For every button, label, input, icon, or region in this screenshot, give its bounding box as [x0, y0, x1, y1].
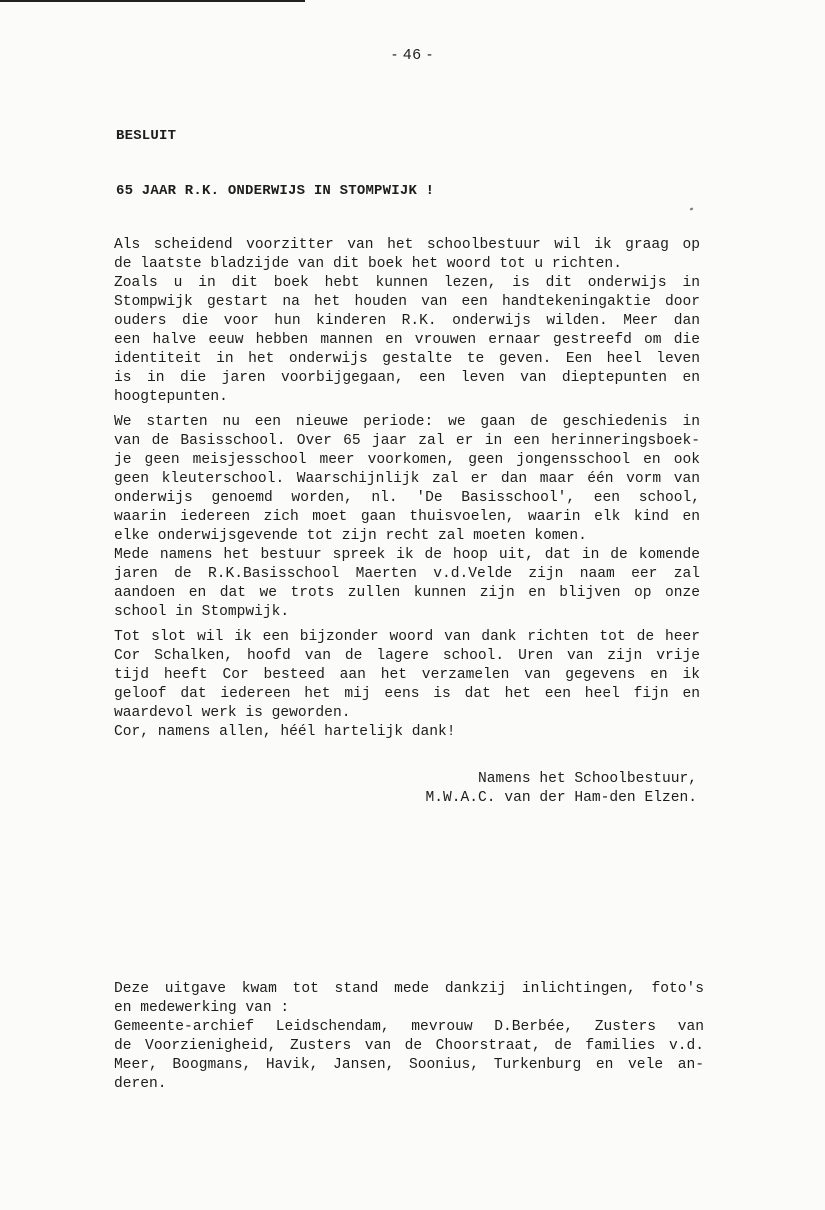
paragraph2-line: We starten nu een nieuwe periode: we gaan de geschiedenis in	[114, 414, 700, 430]
paragraph3-line: Tot slot wil ik een bijzonder woord van dank richten tot de heer	[114, 629, 700, 645]
paragraph1-line: de laatste bladzijde van dit boek het woord tot u richten.	[114, 256, 622, 272]
paragraph1-line: Als scheidend voorzitter van het schoolbestuur wil ik graag op	[114, 237, 700, 253]
section-subtitle: 65 JAAR R.K. ONDERWIJS IN STOMPWIJK !	[116, 183, 435, 199]
paragraph1-line: Stompwijk gestart na het houden van een handtekeningaktie door	[114, 294, 700, 310]
page-number: - 46 -	[391, 46, 433, 63]
paragraph2-line: je geen meisjesschool meer voorkomen, geen jongensschool en ook	[114, 452, 700, 468]
section-title: BESLUIT	[116, 128, 177, 144]
paragraph1-line: een halve eeuw hebben mannen en vrouwen ernaar gestreefd om die	[114, 332, 700, 348]
signature-name: M.W.A.C. van der Ham-den Elzen.	[425, 790, 697, 806]
paragraph2-line: waarin iedereen zich moet gaan thuisvoelen, waarin elk kind en	[114, 509, 700, 525]
paragraph2-line: Mede namens het bestuur spreek ik de hoop uit, dat in de komende	[114, 547, 700, 563]
credits-line: Deze uitgave kwam tot stand mede dankzij inlichtingen, foto's	[114, 981, 704, 997]
paragraph3-line: Cor Schalken, hoofd van de lagere school. Uren van zijn vrije	[114, 648, 700, 664]
top-edge-rule	[0, 0, 305, 2]
signature-role: Namens het Schoolbestuur,	[478, 771, 697, 787]
paragraph2-line: van de Basisschool. Over 65 jaar zal er in een herinneringsboek-	[114, 433, 700, 449]
scan-blemish	[690, 207, 694, 210]
paragraph3-line: tijd heeft Cor besteed aan het verzamelen van gegevens en ik	[114, 667, 700, 683]
paragraph3-line: geloof dat iedereen het mij eens is dat het een heel fijn en	[114, 686, 700, 702]
paragraph2-line: onderwijs genoemd worden, nl. 'De Basisschool', een school,	[114, 490, 700, 506]
paragraph3-line: Cor, namens allen, héél hartelijk dank!	[114, 724, 456, 740]
credits-line: de Voorzienigheid, Zusters van de Choorstraat, de families v.d.	[114, 1038, 704, 1054]
paragraph3-line: waardevol werk is geworden.	[114, 705, 351, 721]
paragraph1-line: is in die jaren voorbijgegaan, een leven van dieptepunten en	[114, 370, 700, 386]
paragraph2-line: geen kleuterschool. Waarschijnlijk zal er dan maar één vorm van	[114, 471, 700, 487]
paragraph1-line: identiteit in het onderwijs gestalte te geven. Een heel leven	[114, 351, 700, 367]
paragraph2-line: school in Stompwijk.	[114, 604, 290, 620]
paragraph2-line: aandoen en dat we trots zullen kunnen zijn en blijven op onze	[114, 585, 700, 601]
credits-line: deren.	[114, 1076, 167, 1092]
credits-line: en medewerking van :	[114, 1000, 290, 1016]
credits-line: Meer, Boogmans, Havik, Jansen, Soonius, Turkenburg en vele an-	[114, 1057, 704, 1073]
paragraph2-line: elke onderwijsgevende tot zijn recht zal moeten komen.	[114, 528, 587, 544]
paragraph1-line: ouders die voor hun kinderen R.K. onderwijs wilden. Meer dan	[114, 313, 700, 329]
paragraph2-line: jaren de R.K.Basisschool Maerten v.d.Velde zijn naam eer zal	[114, 566, 700, 582]
credits-line: Gemeente-archief Leidschendam, mevrouw D.Berbée, Zusters van	[114, 1019, 704, 1035]
paragraph1-line: Zoals u in dit boek hebt kunnen lezen, is dit onderwijs in	[114, 275, 700, 291]
paragraph1-line: hoogtepunten.	[114, 389, 228, 405]
